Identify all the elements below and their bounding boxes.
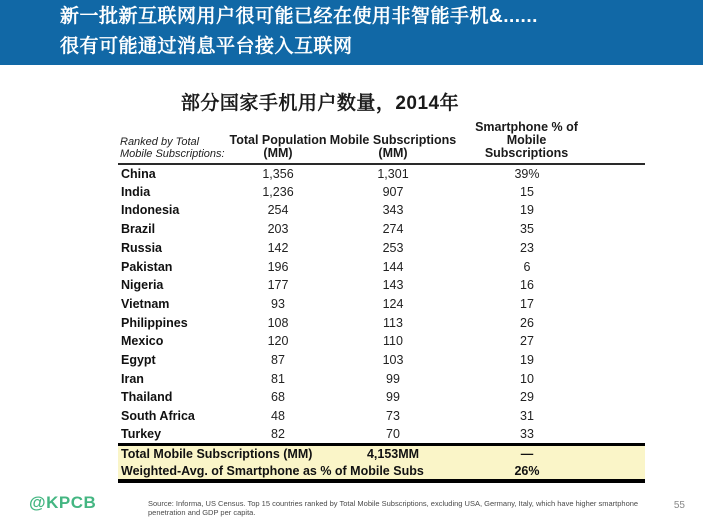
table-row bbox=[118, 370, 645, 389]
banner-title-line2: 很有可能通过消息平台接入互联网 bbox=[60, 36, 353, 57]
value-cell: 113 bbox=[383, 315, 403, 330]
table-footer bbox=[118, 444, 645, 481]
rank-header-line2: Mobile Subscriptions: bbox=[120, 148, 225, 160]
value-cell: 17 bbox=[520, 296, 534, 311]
table-row bbox=[118, 257, 645, 276]
country-cell: Indonesia bbox=[121, 203, 180, 218]
value-cell: 35 bbox=[520, 222, 534, 237]
header-banner bbox=[0, 0, 703, 65]
total-value: 4,153MM bbox=[328, 444, 458, 463]
total-smartphone-dash: — bbox=[458, 444, 645, 463]
value-cell: 29 bbox=[520, 390, 534, 405]
value-cell: 1,236 bbox=[262, 184, 294, 199]
value-cell: 23 bbox=[520, 240, 534, 255]
total-row bbox=[118, 444, 645, 463]
value-cell: 81 bbox=[271, 371, 285, 386]
source-text: Source: Informa, US Census. Top 15 countries ranked by Total Mobile Subscriptions, excluding USA, Germany, Italy, which have higher smartphone penetration and GDP per capita. bbox=[148, 499, 639, 517]
table-row bbox=[118, 407, 645, 426]
value-cell: 16 bbox=[520, 278, 534, 293]
value-cell: 99 bbox=[386, 390, 400, 405]
value-cell: 143 bbox=[382, 278, 404, 293]
value-cell: 343 bbox=[382, 203, 404, 218]
mobile-header-line1: Mobile Subscriptions bbox=[329, 133, 457, 147]
value-cell: 196 bbox=[267, 259, 289, 274]
country-cell: South Africa bbox=[121, 409, 195, 424]
header-row bbox=[118, 121, 645, 164]
value-cell: 82 bbox=[271, 426, 285, 441]
weighted-avg-label: Weighted-Avg. of Smartphone as % of Mobile Subs bbox=[118, 463, 458, 482]
value-cell: 108 bbox=[267, 315, 289, 330]
value-cell: 1,301 bbox=[377, 166, 409, 181]
population-header-line2: (MM) bbox=[263, 146, 293, 160]
country-cell: Pakistan bbox=[121, 259, 173, 274]
value-cell: 254 bbox=[267, 203, 289, 218]
value-cell: 253 bbox=[382, 240, 404, 255]
value-cell: 87 bbox=[271, 352, 285, 367]
page-number: 55 bbox=[673, 500, 685, 511]
value-cell: 26 bbox=[520, 315, 534, 330]
value-cell: 144 bbox=[382, 259, 404, 274]
smartphone-header-line1: Smartphone % of bbox=[475, 120, 578, 134]
value-cell: 6 bbox=[523, 259, 531, 274]
country-cell: China bbox=[121, 166, 156, 181]
table-row bbox=[118, 351, 645, 370]
table-row bbox=[118, 183, 645, 202]
country-cell: Egypt bbox=[121, 352, 156, 367]
country-cell: Nigeria bbox=[121, 278, 164, 293]
table-row bbox=[118, 426, 645, 445]
rank-header-line1: Ranked by Total bbox=[120, 136, 200, 148]
value-cell: 19 bbox=[520, 352, 534, 367]
total-label: Total Mobile Subscriptions (MM) bbox=[118, 444, 328, 463]
country-cell: India bbox=[121, 184, 151, 199]
banner-title-line1: 新一批新互联网用户很可能已经在使用非智能手机&...... bbox=[60, 6, 538, 27]
value-cell: 15 bbox=[520, 184, 534, 199]
value-cell: 70 bbox=[386, 426, 400, 441]
value-cell: 1,356 bbox=[262, 166, 294, 181]
table-row bbox=[118, 295, 645, 314]
value-cell: 203 bbox=[267, 222, 289, 237]
value-cell: 93 bbox=[271, 296, 285, 311]
value-cell: 68 bbox=[271, 390, 285, 405]
table-body bbox=[118, 164, 645, 444]
col-header-total-population bbox=[228, 121, 328, 164]
weighted-avg-value: 26% bbox=[458, 463, 645, 482]
value-cell: 142 bbox=[267, 240, 289, 255]
country-cell: Mexico bbox=[121, 334, 164, 349]
country-cell: Turkey bbox=[121, 426, 162, 441]
smartphone-header-line3: Subscriptions bbox=[484, 146, 569, 160]
value-cell: 31 bbox=[520, 409, 534, 424]
value-cell: 177 bbox=[267, 278, 289, 293]
value-cell: 99 bbox=[386, 371, 400, 386]
mobile-header-line2: (MM) bbox=[378, 146, 408, 160]
country-cell: Russia bbox=[121, 240, 162, 255]
country-cell: Thailand bbox=[121, 390, 173, 405]
table-row bbox=[118, 388, 645, 407]
value-cell: 110 bbox=[383, 334, 403, 349]
value-cell: 48 bbox=[271, 409, 285, 424]
table-row bbox=[118, 201, 645, 220]
table-row bbox=[118, 332, 645, 351]
value-cell: 19 bbox=[520, 203, 534, 218]
kpcb-logo: @KPCB bbox=[29, 493, 97, 512]
value-cell: 274 bbox=[382, 222, 404, 237]
table-row bbox=[118, 220, 645, 239]
country-cell: Brazil bbox=[121, 222, 156, 237]
country-cell: Vietnam bbox=[121, 296, 170, 311]
value-cell: 10 bbox=[520, 371, 534, 386]
value-cell: 103 bbox=[382, 352, 404, 367]
slide-title: 部分国家手机用户数量，2014年 bbox=[180, 93, 460, 114]
weighted-avg-row bbox=[118, 463, 645, 482]
value-cell: 39% bbox=[514, 166, 540, 181]
value-cell: 124 bbox=[382, 296, 404, 311]
col-header-smartphone-pct bbox=[458, 121, 645, 164]
value-cell: 27 bbox=[520, 334, 534, 349]
col-header-mobile-subscriptions bbox=[328, 121, 458, 164]
value-cell: 73 bbox=[386, 409, 400, 424]
value-cell: 120 bbox=[267, 334, 289, 349]
smartphone-header-line2: Mobile bbox=[506, 133, 547, 147]
value-cell: 33 bbox=[520, 426, 534, 441]
country-cell: Iran bbox=[121, 371, 144, 386]
table-row bbox=[118, 314, 645, 333]
table-row bbox=[118, 276, 645, 295]
col-header-ranked-by-total bbox=[118, 121, 228, 164]
table-header bbox=[118, 121, 645, 164]
mobile-users-table bbox=[118, 121, 645, 483]
country-cell: Philippines bbox=[121, 315, 188, 330]
table-row bbox=[118, 164, 645, 183]
table-row bbox=[118, 239, 645, 258]
value-cell: 907 bbox=[382, 184, 404, 199]
population-header-line1: Total Population bbox=[229, 133, 327, 147]
